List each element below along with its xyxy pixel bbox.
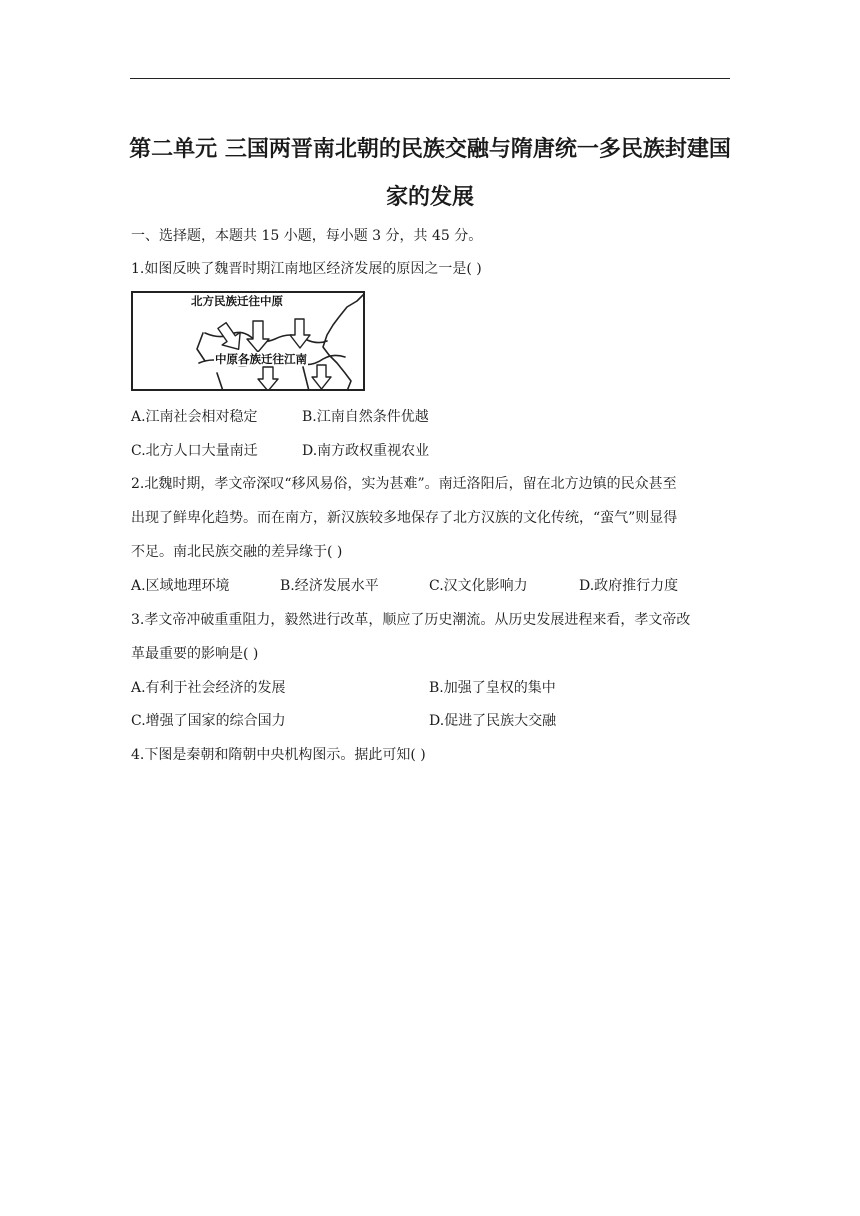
arrow-down-icon bbox=[290, 319, 310, 348]
south-border bbox=[217, 373, 223, 391]
question-3-option-b[interactable]: B.加强了皇权的集中 bbox=[429, 680, 556, 696]
question-2-option-b[interactable]: B.经济发展水平 bbox=[280, 578, 379, 594]
title-line-2: 家的发展 bbox=[385, 185, 474, 210]
region-border bbox=[197, 333, 205, 361]
title-line-1: 第二单元 三国两晋南北朝的民族交融与隋唐统一多民族封建国 bbox=[129, 137, 731, 162]
question-3-option-c[interactable]: C.增强了国家的综合国力 bbox=[131, 713, 286, 729]
question-2-stem-line-2: 出现了鲜卑化趋势。而在南方，新汉族较多地保存了北方汉族的文化传统，“蛮气”则显得 bbox=[131, 510, 678, 526]
question-3-option-d[interactable]: D.促进了民族大交融 bbox=[429, 713, 557, 729]
question-1-option-b[interactable]: B.江南自然条件优越 bbox=[302, 409, 429, 425]
coastline bbox=[323, 293, 365, 391]
question-3-stem-line-1: 3.孝文帝冲破重重阻力，毅然进行改革，顺应了历史潮流。从历史发展进程来看，孝文帝改 bbox=[131, 612, 691, 628]
document-title bbox=[120, 126, 740, 222]
question-3-option-a[interactable]: A.有利于社会经济的发展 bbox=[131, 680, 286, 696]
question-4-stem: 4.下图是秦朝和隋朝中央机构图示。据此可知( ) bbox=[131, 747, 426, 763]
question-1-option-c[interactable]: C.北方人口大量南迁 bbox=[131, 443, 258, 459]
header-rule bbox=[130, 78, 730, 79]
question-1-stem: 1.如图反映了魏晋时期江南地区经济发展的原因之一是( ) bbox=[131, 261, 482, 277]
question-2-option-d[interactable]: D.政府推行力度 bbox=[579, 578, 679, 594]
question-3-stem-line-2: 革最重要的影响是( ) bbox=[131, 646, 259, 662]
arrow-down-icon bbox=[258, 367, 278, 391]
section-intro: 一、选择题，本题共 15 小题，每小题 3 分，共 45 分。 bbox=[131, 228, 483, 244]
map-label-south: 中原各族迁往江南 bbox=[215, 352, 307, 366]
map-label-north: 北方民族迁往中原 bbox=[191, 294, 283, 308]
question-1-option-d[interactable]: D.南方政权重视农业 bbox=[302, 443, 430, 459]
question-2-option-a[interactable]: A.区域地理环境 bbox=[131, 578, 230, 594]
arrow-down-icon bbox=[213, 319, 248, 355]
question-2-stem-line-1: 2.北魏时期，孝文帝深叹“移风易俗，实为甚难”。南迁洛阳后，留在北方边镇的民众甚至 bbox=[131, 476, 677, 492]
arrow-down-icon bbox=[312, 365, 331, 389]
question-1-option-a[interactable]: A.江南社会相对稳定 bbox=[131, 409, 258, 425]
question-2-stem-line-3: 不足。南北民族交融的差异缘于( ) bbox=[131, 544, 343, 560]
south-border-2 bbox=[303, 367, 309, 391]
question-2-option-c[interactable]: C.汉文化影响力 bbox=[429, 578, 528, 594]
migration-map bbox=[131, 291, 365, 391]
